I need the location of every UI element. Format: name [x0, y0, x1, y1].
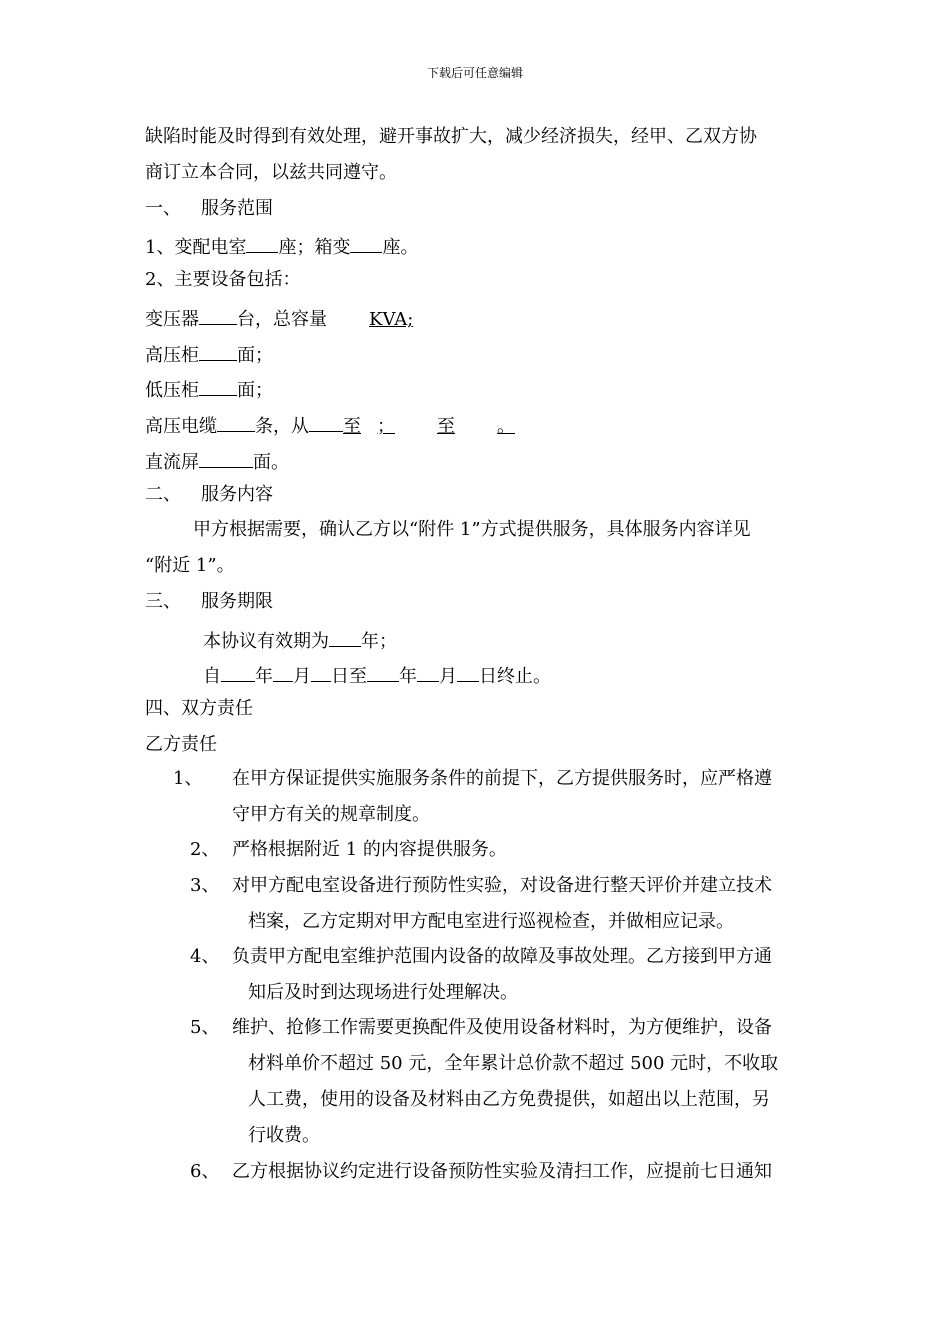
- label: 月: [293, 666, 311, 687]
- item-5-line-3: 人工费，使用的设备及材料由乙方免费提供，如超出以上范围，另: [248, 1089, 770, 1110]
- label: 自: [203, 666, 221, 687]
- label: 座；箱变: [278, 237, 351, 258]
- item-number: 3、: [190, 875, 220, 896]
- label: 座。: [382, 237, 419, 258]
- section-number: 一、: [145, 198, 181, 219]
- blank-field: [246, 232, 278, 253]
- section-title: 服务内容: [201, 484, 273, 505]
- label: 变压器: [145, 309, 199, 330]
- label: 面；: [237, 380, 273, 401]
- label: 条，从: [255, 416, 309, 437]
- item-number: 4、: [190, 946, 220, 967]
- item-number: 5、: [190, 1017, 220, 1038]
- party-b-heading: 乙方责任: [145, 734, 217, 755]
- section-number: 二、: [145, 484, 181, 505]
- blank-field: [350, 232, 382, 253]
- item-1-line-1: 在甲方保证提供实施服务条件的前提下，乙方提供服务时，应严格遵: [232, 768, 772, 789]
- blank-field: [217, 411, 255, 432]
- intro-line-1: 缺陷时能及时得到有效处理，避开事故扩大，减少经济损失，经甲、乙双方协: [145, 126, 757, 147]
- section-1-heading: [145, 197, 273, 221]
- blank-field: [309, 411, 343, 432]
- dc-screen-line: [145, 447, 289, 475]
- transformer-line: [145, 304, 413, 332]
- blank-field: [199, 375, 237, 396]
- blank-field: [199, 340, 237, 361]
- section-2-heading: [145, 483, 273, 507]
- blank-field: [199, 304, 237, 325]
- item-4-line-1: 负责甲方配电室维护范围内设备的故障及事故处理。乙方接到甲方通: [232, 946, 772, 967]
- label: 低压柜: [145, 380, 199, 401]
- label: 面；: [237, 345, 273, 366]
- section-title: 服务范围: [201, 198, 273, 219]
- label: 年: [399, 666, 417, 687]
- item-4-line-2: 知后及时到达现场进行处理解决。: [248, 982, 518, 1003]
- page-header: 下载后可任意编辑: [426, 66, 523, 80]
- item-1-line-2: 守甲方有关的规章制度。: [232, 804, 430, 825]
- item-2-line-1: 严格根据附近 1 的内容提供服务。: [232, 839, 507, 860]
- section-4-heading: 四、双方责任: [145, 698, 253, 719]
- hv-cabinet-line: [145, 340, 273, 368]
- blank-field: [329, 626, 361, 647]
- item-number: 2、: [190, 839, 220, 860]
- item-5-line-1: 维护、抢修工作需要更换配件及使用设备材料时，为方便维护，设备: [232, 1017, 772, 1038]
- item-number: 1、: [173, 768, 203, 789]
- label: 月: [439, 666, 457, 687]
- blank-field: [417, 661, 439, 682]
- blank-field: [199, 447, 253, 468]
- item-5-line-4: 行收费。: [248, 1125, 320, 1146]
- service-content-para-1: 甲方根据需要，确认乙方以“附件 1”方式提供服务，具体服务内容详见: [193, 519, 751, 540]
- date-range-line: [203, 661, 551, 689]
- label: 日终止。: [479, 666, 551, 687]
- blank-field: [273, 661, 293, 682]
- item-6-line-1: 乙方根据协议约定进行设备预防性实验及清扫工作，应提前七日通知: [232, 1161, 772, 1182]
- blank-field: [311, 661, 331, 682]
- intro-line-2: 商订立本合同，以兹共同遵守。: [145, 162, 397, 183]
- substation-count-line: [145, 232, 418, 260]
- label: 高压电缆: [145, 416, 217, 437]
- label: 本协议有效期为: [203, 631, 329, 652]
- capacity-unit: KVA;: [369, 309, 414, 330]
- blank-field: [367, 661, 399, 682]
- lv-cabinet-line: [145, 375, 273, 403]
- item-3-line-2: 档案，乙方定期对甲方配电室进行巡视检查，并做相应记录。: [248, 911, 734, 932]
- section-title: 服务期限: [201, 591, 273, 612]
- service-content-para-2: “附近 1”。: [145, 555, 235, 576]
- blank-field: [457, 661, 479, 682]
- section-3-heading: [145, 590, 273, 614]
- hv-cable-line: [145, 411, 527, 439]
- item-5-line-2: 材料单价不超过 50 元，全年累计总价款不超过 500 元时，不收取: [248, 1053, 779, 1074]
- label: 直流屏: [145, 452, 199, 473]
- item-number: 6、: [190, 1161, 220, 1182]
- label: 台，总容量: [237, 309, 327, 330]
- section-number: 三、: [145, 591, 181, 612]
- validity-line: [203, 626, 397, 654]
- label: 年；: [361, 631, 397, 652]
- cable-route: 至 ； 至 。: [343, 416, 515, 437]
- equipment-heading: 2、主要设备包括：: [145, 269, 301, 290]
- label: 日至: [331, 666, 367, 687]
- blank-field: [221, 661, 255, 682]
- label: 面。: [253, 452, 289, 473]
- label: 年: [255, 666, 273, 687]
- label: 1、变配电室: [145, 237, 247, 258]
- item-3-line-1: 对甲方配电室设备进行预防性实验，对设备进行整天评价并建立技术: [232, 875, 772, 896]
- label: 高压柜: [145, 345, 199, 366]
